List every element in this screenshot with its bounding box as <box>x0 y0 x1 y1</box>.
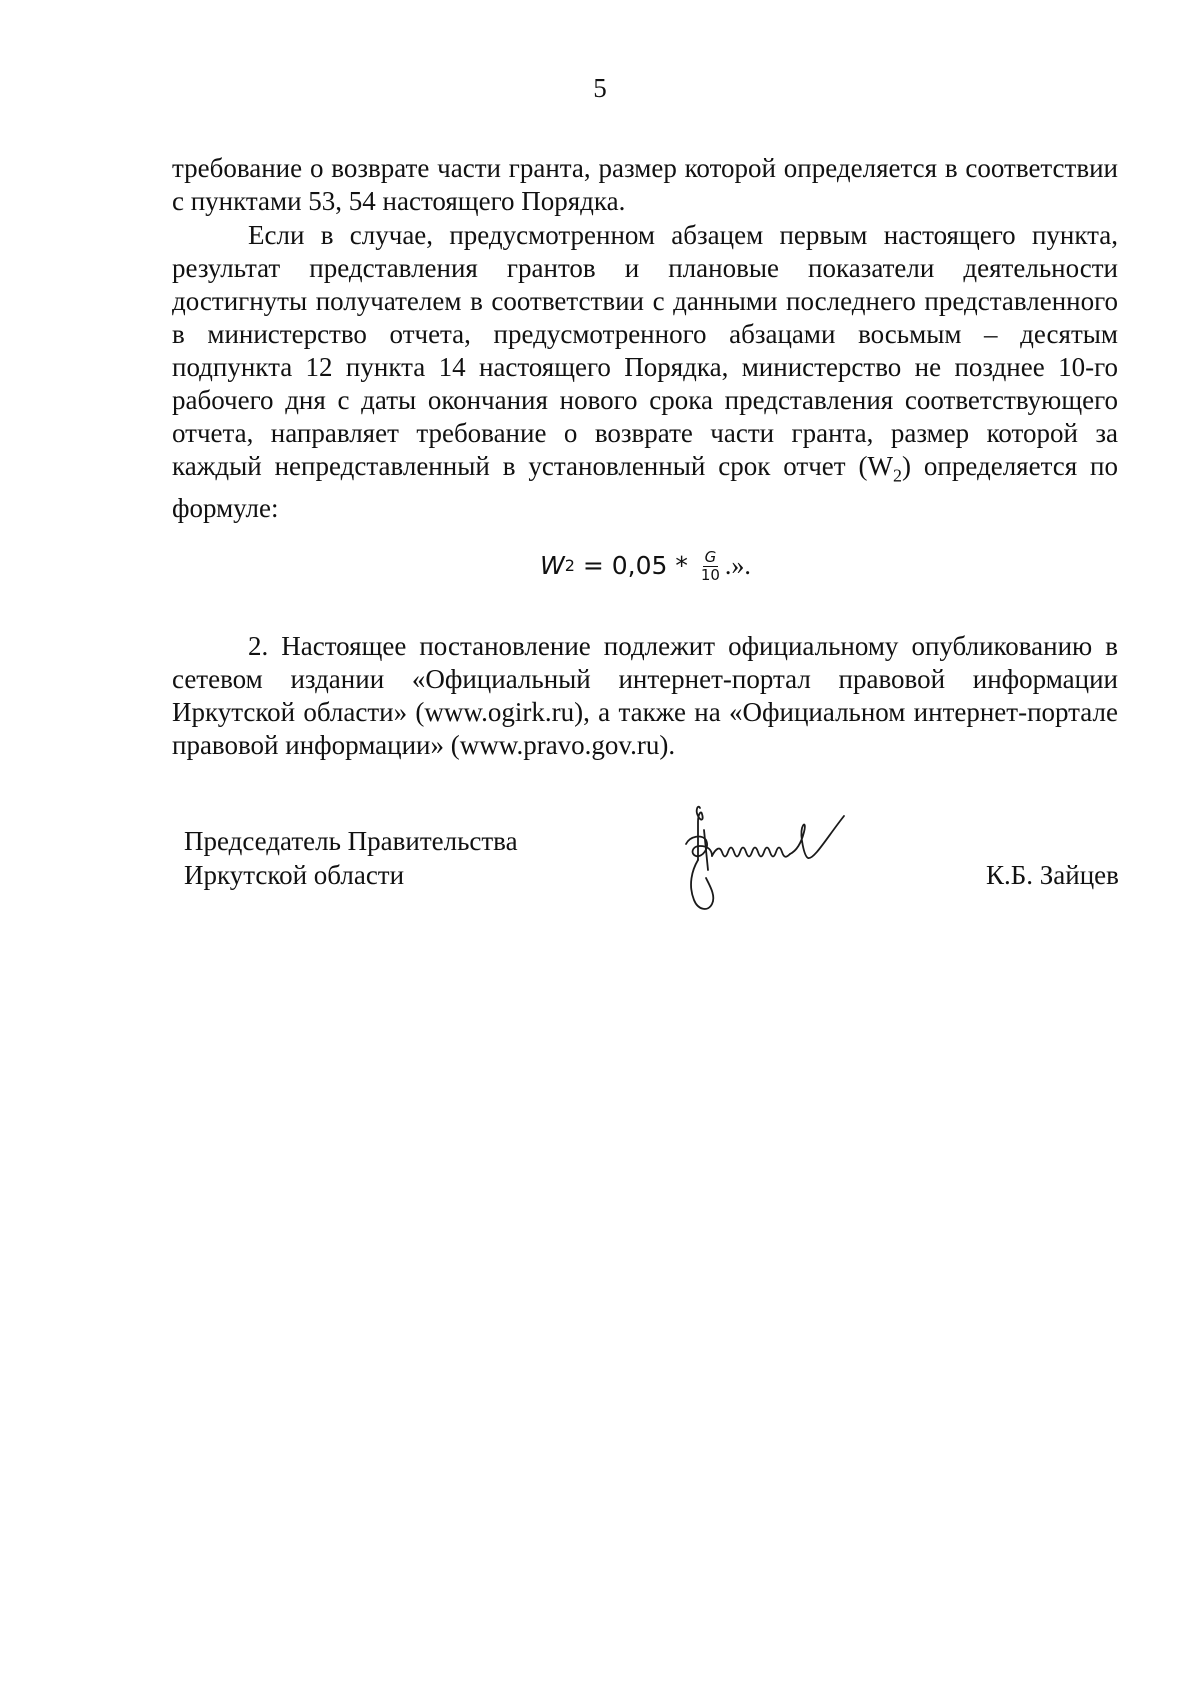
paragraph-text-main: Если в случае, предусмотренном абзацем первым настоящего пункта, результат представления грантов и плановые показатели деятельности достигнуты получателем в соответствии с данными последнего представленного в министерство отчета, предусмотренного абзацами восьмым – десятым подпункта 12 пункта 14 настоящего Порядка, министерство не позднее 10-го рабочего дня с даты окончания нового срока представления соответствующего отчета, направляет требование о возврате части гранта, размер которой за каждый непредставленный в установленный срок отчет (W <box>172 220 1118 481</box>
paragraph-text: требование о возврате части гранта, размер которой определяется в соответствии с пунктами 53, 54 настоящего Порядка. <box>172 153 1118 216</box>
page-number: 5 <box>593 73 607 103</box>
paragraph-return-requirement <box>172 219 1118 525</box>
formula-numerator: G <box>704 548 717 566</box>
formula-denominator: 10 <box>700 566 720 584</box>
signer-position <box>184 824 518 892</box>
paragraph-text-end: ) определяется по формуле: <box>172 451 1118 524</box>
paragraph-text: 2. Настоящее постановление подлежит официальному опубликованию в сетевом издании «Официальный интернет-портал правовой информации Иркутской области» (www.ogirk.ru), а также на «Официальном интернет-портале правовой информации» (www.pravo.gov.ru). <box>172 631 1118 760</box>
formula-subscript: 2 <box>564 555 575 575</box>
formula-variable: W <box>540 550 565 580</box>
subscript: 2 <box>892 465 902 486</box>
signer-position-line-1: Председатель Правительства <box>184 826 518 856</box>
signer-name: К.Б. Зайцев <box>986 860 1119 890</box>
paragraph-publication <box>172 630 1118 762</box>
formula-fraction <box>699 549 722 584</box>
handwritten-signature <box>668 800 918 935</box>
paragraph-text <box>172 219 1118 525</box>
paragraph-continuation <box>172 152 1118 218</box>
formula-w2 <box>540 548 751 583</box>
formula-middle: = 0,05 * <box>574 550 696 580</box>
signer-position-line-2: Иркутской области <box>184 860 405 890</box>
formula-tail: .». <box>724 550 751 580</box>
